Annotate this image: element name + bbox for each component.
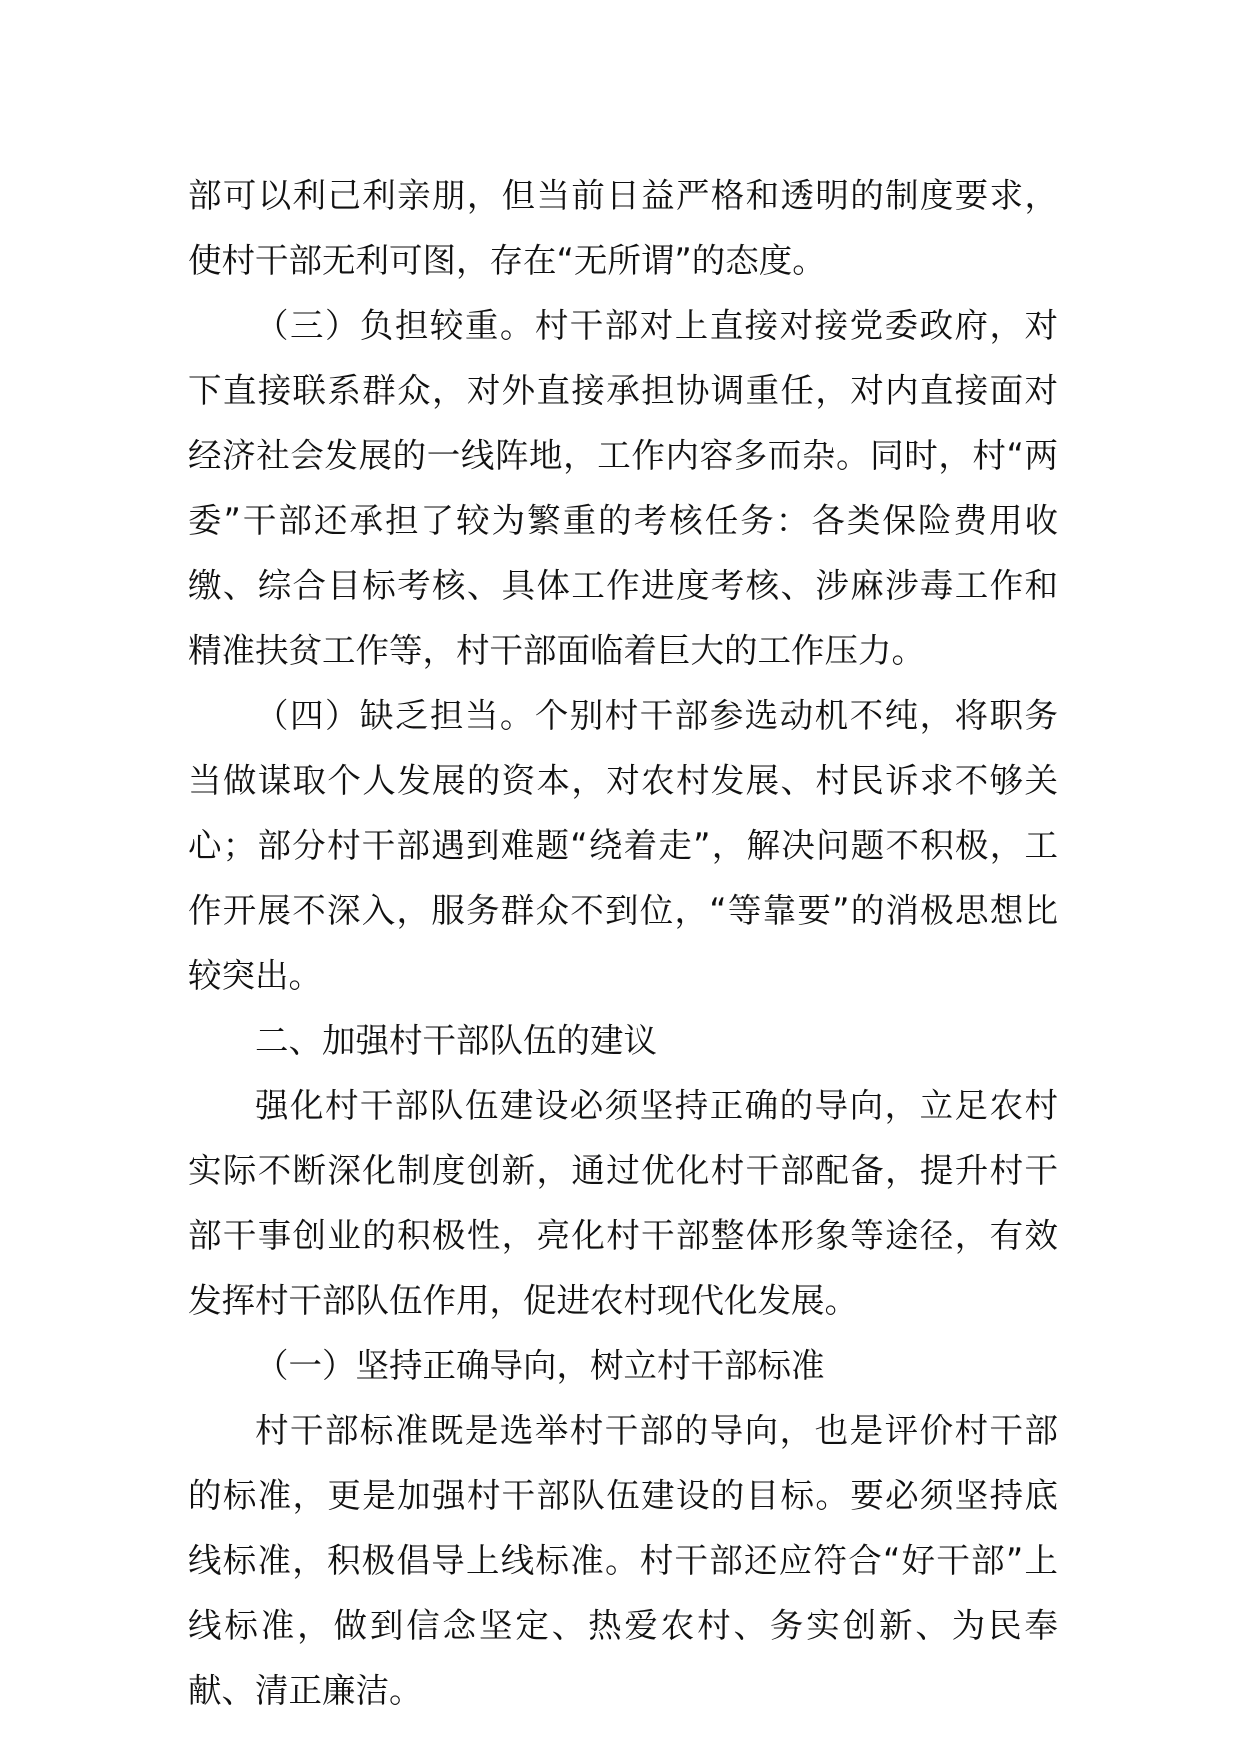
paragraph-burden: （三）负担较重。村干部对上直接对接党委政府，对下直接联系群众，对外直接承担协调重任，对内直接面对经济社会发展的一线阵地，工作内容多而杂。同时，村“两委”干部还承担了较为繁重的考核任务：各类保险费用收缴、综合目标考核、具体工作进度考核、涉麻涉毒工作和精准扶贫工作等，村干部面临着巨大的工作压力。 — [188, 306, 1058, 670]
paragraph-responsibility: （四）缺乏担当。个别村干部参选动机不纯，将职务当做谋取个人发展的资本，对农村发展、村民诉求不够关心；部分村干部遇到难题“绕着走”，解决问题不积极，工作开展不深入，服务群众不到位，“等靠要”的消极思想比较突出。 — [188, 696, 1058, 995]
paragraph-standards: 村干部标准既是选举村干部的导向，也是评价村干部的标准，更是加强村干部队伍建设的目标。要必须坚持底线标准，积极倡导上线标准。村干部还应符合“好干部”上线标准，做到信念坚定、热爱农村、务实创新、为民奉献、清正廉洁。 — [188, 1411, 1058, 1710]
subsection-heading: （一）坚持正确导向，树立村干部标准 — [255, 1346, 825, 1385]
paragraph-continuation: 部可以利己利亲朋，但当前日益严格和透明的制度要求，使村干部无利可图，存在“无所谓”的态度。 — [188, 176, 1058, 280]
section-heading: 二、加强村干部队伍的建议 — [255, 1021, 657, 1060]
paragraph-suggestions-intro: 强化村干部队伍建设必须坚持正确的导向，立足农村实际不断深化制度创新，通过优化村干部配备，提升村干部干事创业的积极性，亮化村干部整体形象等途径，有效发挥村干部队伍作用，促进农村现代化发展。 — [188, 1086, 1058, 1320]
body-text — [188, 163, 1058, 1723]
